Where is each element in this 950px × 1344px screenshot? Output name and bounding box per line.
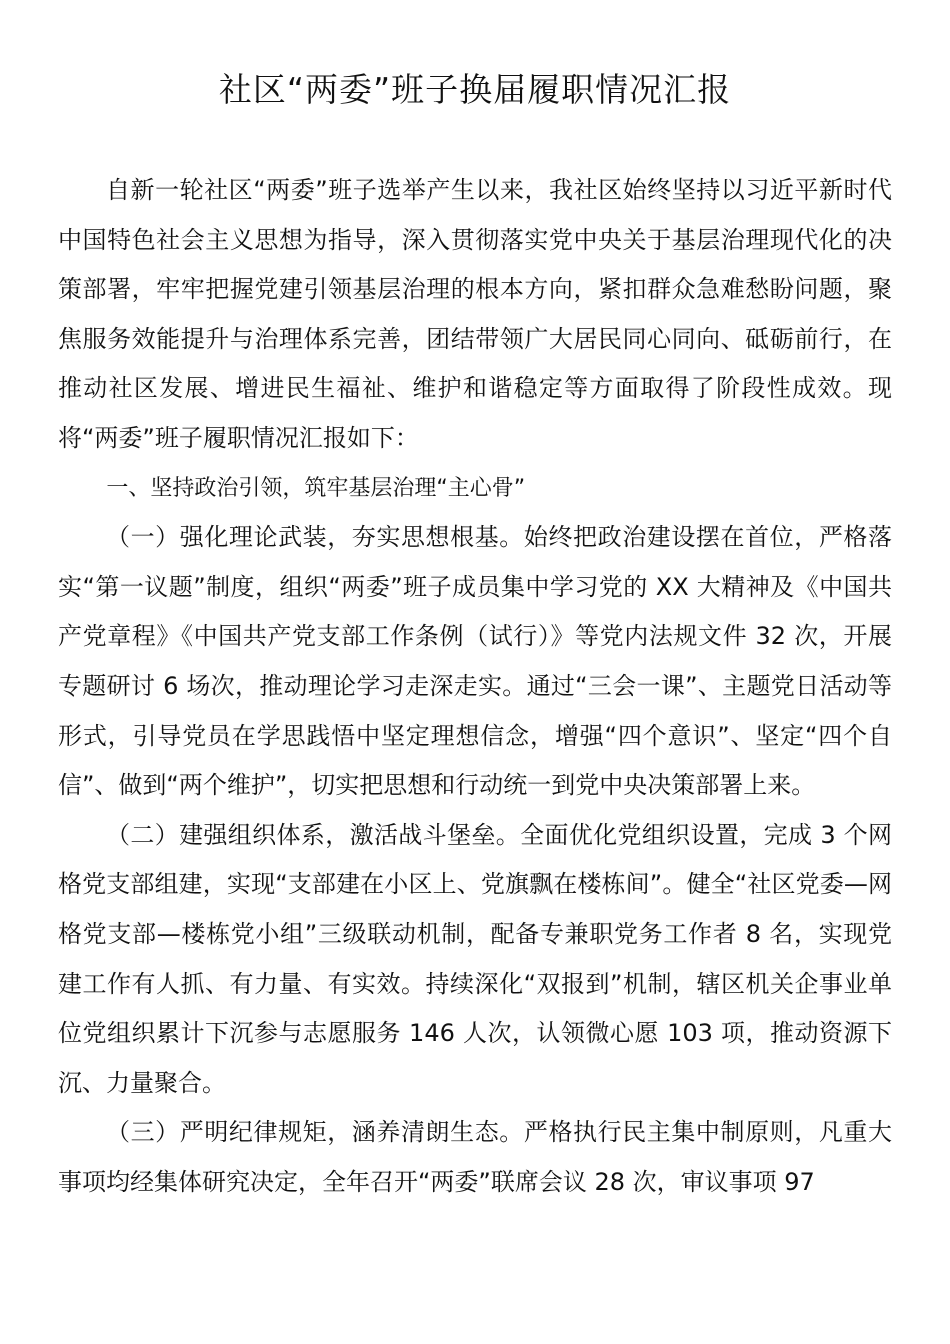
document-title: 社区“两委”班子换届履职情况汇报 (218, 70, 732, 109)
paragraph-organization-system: （二）建强组织体系，激活战斗堡垒。全面优化党组织设置，完成 3 个网格党支部组建，实现“支部建在小区上、党旗飘在楼栋间”。健全“社区党委—网格党支部—楼栋党小组”三级联动机制，配备专兼职党务工作者 8 名，实现党建工作有人抓、有力量、有实效。持续深化“双报到”机制，辖区机关企事业单位党组织累计下沉参与志愿服务 146 人次，认领微心愿 103 项，推动资源下沉、力量聚合。 (58, 820, 892, 1097)
document-body (58, 166, 892, 1207)
paragraph-theory-study: （一）强化理论武装，夯实思想根基。始终把政治建设摆在首位，严格落实“第一议题”制度，组织“两委”班子成员集中学习党的 XX 大精神及《中国共产党章程》《中国共产党支部工作条例（试行）》等党内法规文件 32 次，开展专题研讨 6 场次，推动理论学习走深走实。通过“三会一课”、主题党日活动等形式，引导党员在学思践悟中坚定理想信念，增强“四个意识”、坚定“四个自信”、做到“两个维护”，切实把思想和行动统一到党中央决策部署上来。 (58, 523, 892, 800)
section-heading-1: 一、坚持政治引领，筑牢基层治理“主心骨” (106, 475, 526, 501)
intro-paragraph: 自新一轮社区“两委”班子选举产生以来，我社区始终坚持以习近平新时代中国特色社会主义思想为指导，深入贯彻落实党中央关于基层治理现代化的决策部署，牢牢把握党建引领基层治理的根本方向，紧扣群众急难愁盼问题，聚焦服务效能提升与治理体系完善，团结带领广大居民同心同向、砥砺前行，在推动社区发展、增进民生福祉、维护和谐稳定等方面取得了阶段性成效。现将“两委”班子履职情况汇报如下： (58, 176, 892, 452)
paragraph-discipline-rules: （三）严明纪律规矩，涵养清朗生态。严格执行民主集中制原则，凡重大事项均经集体研究决定，全年召开“两委”联席会议 28 次，审议事项 97 (58, 1118, 892, 1196)
